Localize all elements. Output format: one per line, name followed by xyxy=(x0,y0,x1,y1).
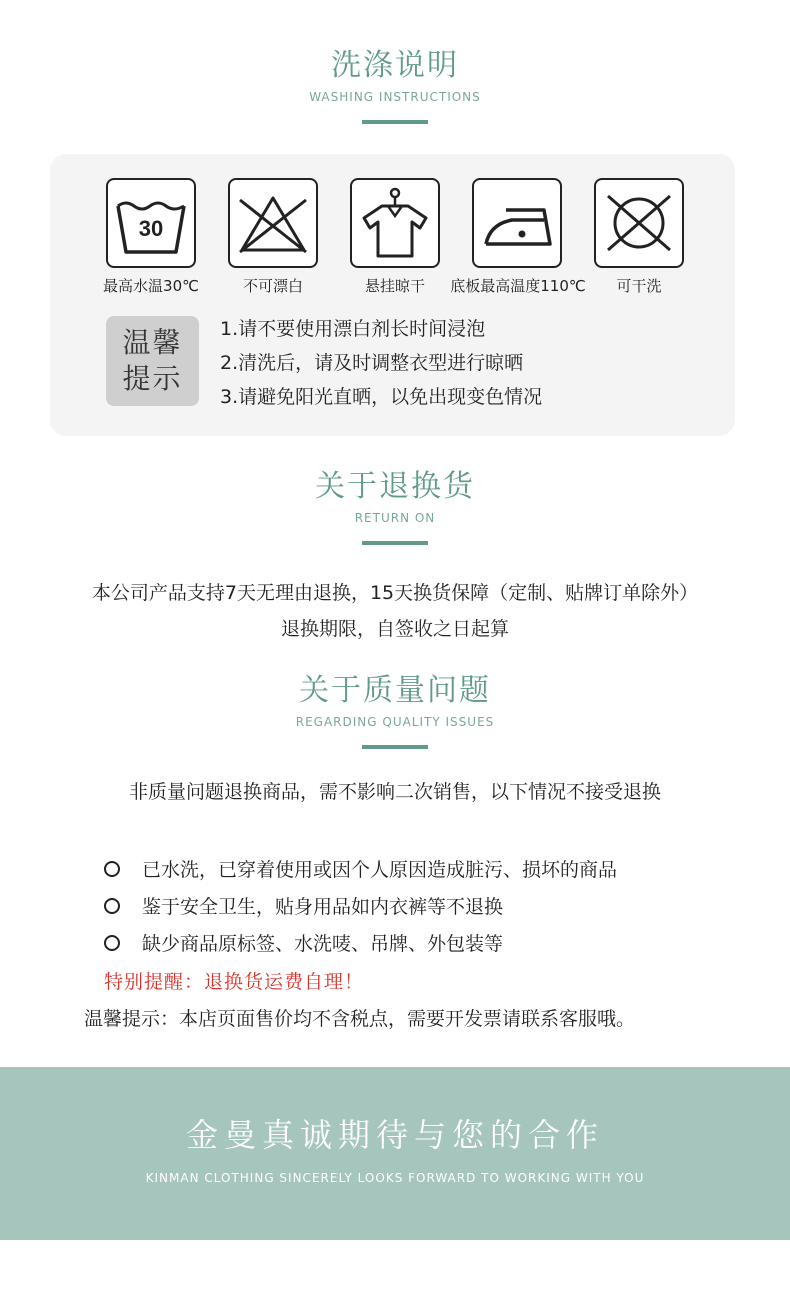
tip-item: 1.请不要使用漂白剂长时间浸泡 xyxy=(220,318,486,340)
tip-item: 3.请避免阳光直晒，以免出现变色情况 xyxy=(220,386,543,408)
icon-label-dryclean: 可干洗 xyxy=(616,277,662,295)
hang-dry-icon xyxy=(350,178,440,268)
shipping-fee-alert: 特别提醒：退换货运费自理！ xyxy=(104,971,365,993)
iron-110-icon xyxy=(472,178,562,268)
quality-divider xyxy=(362,745,428,749)
bullet-circle-icon xyxy=(104,898,120,914)
bullet-circle-icon xyxy=(104,935,120,951)
tips-badge-line-2: 提示 xyxy=(122,362,183,395)
icon-label-bleach: 不可漂白 xyxy=(242,277,303,295)
no-dry-clean-icon xyxy=(594,178,684,268)
washing-panel xyxy=(50,154,735,436)
list-item xyxy=(104,929,503,956)
wash-temp-number: 30 xyxy=(138,216,164,241)
quality-header xyxy=(0,671,790,749)
tips-list xyxy=(220,312,542,414)
washing-title: 洗涤说明 xyxy=(331,48,459,83)
list-item-text: 缺少商品原标签、水洗唛、吊牌、外包装等 xyxy=(142,933,504,955)
quality-title: 关于质量问题 xyxy=(299,673,491,708)
tip-item: 2.清洗后，请及时调整衣型进行晾晒 xyxy=(220,352,524,374)
footer-subtitle: KINMAN CLOTHING SINCERELY LOOKS FORWARD TO WORKING WITH YOU xyxy=(145,1171,645,1185)
returns-policy-line: 本公司产品支持7天无理由退换，15天换货保障（定制、贴牌订单除外） xyxy=(91,582,699,604)
returns-period-line: 退换期限，自签收之日起算 xyxy=(280,618,509,640)
returns-header xyxy=(0,467,790,545)
returns-subtitle: RETURN ON xyxy=(354,511,436,525)
no-bleach-icon xyxy=(228,178,318,268)
invoice-note: 温馨提示：本店页面售价均不含税点，需要开发票请联系客服哦。 xyxy=(84,1008,636,1030)
footer-title: 金曼真诚期待与您的合作 xyxy=(185,1116,604,1154)
list-item-text: 鉴于安全卫生，贴身用品如内衣裤等不退换 xyxy=(142,896,504,918)
washing-divider xyxy=(362,120,428,124)
washing-header xyxy=(0,46,790,124)
icon-label-wash: 最高水温30℃ xyxy=(103,277,199,295)
quality-intro: 非质量问题退换商品，需不影响二次销售，以下情况不接受退换 xyxy=(128,781,661,803)
returns-divider xyxy=(362,541,428,545)
list-item-text: 已水洗，已穿着使用或因个人原因造成脏污、损坏的商品 xyxy=(142,859,618,881)
icon-label-hang: 悬挂晾干 xyxy=(364,277,425,295)
tips-badge-line-1: 温馨 xyxy=(122,326,183,359)
washing-subtitle: WASHING INSTRUCTIONS xyxy=(309,90,481,104)
bullet-circle-icon xyxy=(104,861,120,877)
list-item xyxy=(104,892,503,919)
footer-banner xyxy=(0,1067,790,1240)
wash-30-icon xyxy=(106,178,196,268)
returns-title: 关于退换货 xyxy=(315,469,475,504)
list-item xyxy=(104,855,617,882)
quality-subtitle: REGARDING QUALITY ISSUES xyxy=(295,715,495,729)
tips-badge xyxy=(106,316,199,406)
icon-label-iron: 底板最高温度110℃ xyxy=(450,277,586,295)
